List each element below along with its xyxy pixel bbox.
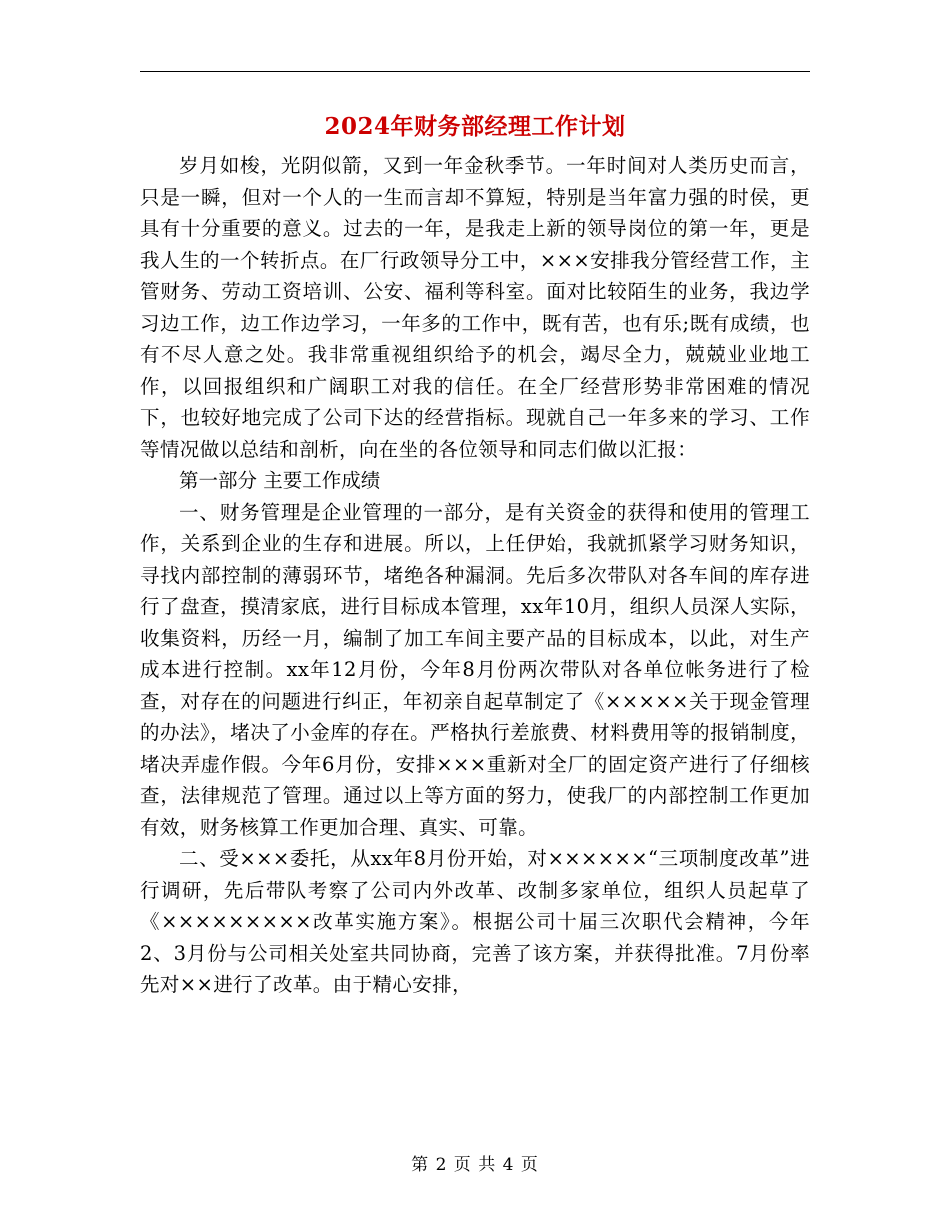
- page-footer: 第 2 页 共 4 页: [411, 1155, 539, 1175]
- intro-paragraph: 岁月如梭，光阴似箭，又到一年金秋季节。一年时间对人类历史而言，只是一瞬，但对一个人的一生而言却不算短，特别是当年富力强的时侯，更具有十分重要的意义。过去的一年，是我走上新的领导岗位的第一年，更是我人生的一个转折点。在厂行政领导分工中，×××安排我分管经营工作，主管财务、劳动工资培训、公安、福利等科室。面对比较陌生的业务，我边学习边工作，边工作边学习，一年多的工作中，既有苦，也有乐;既有成绩，也有不尽人意之处。我非常重视组织给予的机会，竭尽全力，兢兢业业地工作，以回报组织和广阔职工对我的信任。在全厂经营形势非常困难的情况下，也较好地完成了公司下达的经营指标。现就自己一年多来的学习、工作等情况做以总结和剖析，向在坐的各位领导和同志们做以汇报：: [140, 154, 810, 461]
- paragraph-reform: 二、受×××委托，从xx年8月份开始，对××××××“三项制度改革”进行调研，先后带队考察了公司内外改革、改制多家单位，组织人员起草了《×××××××××改革实施方案》。根据公司十届三次职代会精神，今年2、3月份与公司相关处室共同协商，完善了该方案，并获得批准。7月份率先对××进行了改革。由于精心安排，: [140, 847, 810, 996]
- section-heading: 第一部分 主要工作成绩: [179, 469, 381, 492]
- document-title: 2024年财务部经理工作计划: [324, 113, 626, 140]
- paragraph-financial-management: 一、财务管理是企业管理的一部分，是有关资金的获得和使用的管理工作，关系到企业的生存和进展。所以，上任伊始，我就抓紧学习财务知识，寻找内部控制的薄弱环节，堵绝各种漏洞。先后多次带队对各车间的库存进行了盘查，摸清家底，进行目标成本管理，xx年10月，组织人员深人实际，收集资料，历经一月，编制了加工车间主要产品的目标成本，以此，对生产成本进行控制。xx年12月份，今年8月份两次带队对各单位帐务进行了检查，对存在的问题进行纠正，年初亲自起草制定了《×××××关于现金管理的办法》，堵决了小金库的存在。严格执行差旅费、材料费用等的报销制度，堵决弄虚作假。今年6月份，安排×××重新对全厂的固定资产进行了仔细核查，法律规范了管理。通过以上等方面的努力，使我厂的内部控制工作更加有效，财务核算工作更加合理、真实、可靠。: [140, 500, 810, 839]
- document-body: [140, 150, 810, 1001]
- header-rule: [140, 71, 810, 72]
